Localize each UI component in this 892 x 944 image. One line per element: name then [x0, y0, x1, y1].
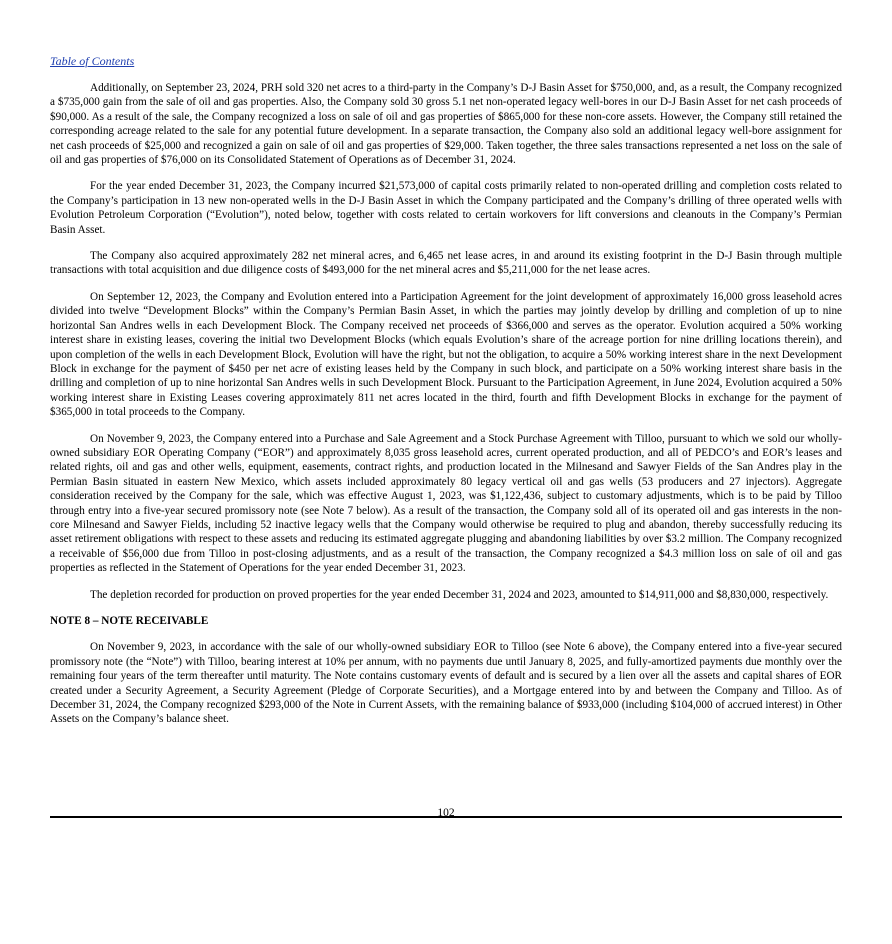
paragraph-participation-agreement: On September 12, 2023, the Company and Evolution entered into a Participation Agreement for the joint development of approximately 16,000 gross leasehold acres divided into twelve “Development Blocks” within the Company’s Permian Basin Asset, in which the parties may jointly develop by drilling and completion of up to nine horizontal San Andres wells in each Development Block. The Company received net proceeds of $366,000 and serves as the operator. Evolution acquired a 50% working interest share in existing leases, covering the initial two Development Blocks (which equals Evolution’s share of the acreage portion for nine drilling locations therein), and upon completion of the wells in each Development Block, Evolution will have the right, but not the obligation, to acquire a 50% working interest share in the next Development Block in exchange for the payment of $450 per net acre of existing leases held by the Company in such block, and participate on a 50% working interest share basis in the drilling and completion of up to nine horizontal San Andres wells in such Development Block. Pursuant to the Participation Agreement, in June 2024, Evolution acquired a 50% working interest share in Existing Leases covering approximately 811 net acres located in the third, fourth and fifth Development Blocks in exchange for the payment of $365,000 in total proceeds to the Company.	[50, 290, 842, 419]
page-footer	[50, 803, 842, 821]
note-8-heading: NOTE 8 – NOTE RECEIVABLE	[50, 615, 209, 627]
document-page	[50, 52, 842, 739]
paragraph-tilloo-sale: On November 9, 2023, the Company entered into a Purchase and Sale Agreement and a Stock Purchase Agreement with Tilloo, pursuant to which we sold our wholly-owned subsidiary EOR Operating Company (“EOR”) and approximately 8,035 gross leasehold acres, current operated production, and all of PEDCO’s and EOR’s leases and related rights, oil and gas and other wells, equipment, easements, contract rights, and production located in the Milnesand and Sawyer Fields of the San Andres play in the Permian Basin situated in eastern New Mexico, which assets included approximately 80 legacy vertical oil and gas wells (53 producers and 27 injectors). Aggregate consideration received by the Company for the sale, which was effective August 1, 2023, was $1,122,436, subject to customary adjustments, which is to be paid by Tilloo through entry into a five-year secured promissory note (see Note 7 below). As a result of the transaction, the Company sold all of its operated oil and gas interests in the non-core Milnesand and Sawyer Fields, including 52 inactive legacy wells that the Company would otherwise be required to plug and abandon, thereby successfully reducing its asset retirement obligations with respect to these assets and reducing its estimated aggregate plugging and abandoning liabilities by over $3.2 million. The Company recognized a receivable of $56,000 due from Tilloo in post-closing adjustments, and as a result of the transaction, the Company recognized a $4.3 million loss on sale of oil and gas properties as reflected in the Statement of Operations for the year ended December 31, 2023.	[50, 432, 842, 575]
paragraph-sale-of-acres: Additionally, on September 23, 2024, PRH sold 320 net acres to a third-party in the Company’s D-J Basin Asset for $750,000, and, as a result, the Company recognized a $735,000 gain from the sale of oil and gas properties. Also, the Company sold 30 gross 5.1 net non-operated legacy well-bores in our D-J Basin Asset for net cash proceeds of $90,000. As a result of the sale, the Company recognized a loss on sale of oil and gas properties of $865,000 for these non-core assets. However, the Company still retained the corresponding acreage related to the sale for any potential future development. In a separate transaction, the Company also sold an additional legacy well-bore assignment for net cash proceeds of $25,000 and recognized a gain on sale of oil and gas properties of $29,000. Taken together, the three sales transactions represented a net loss on the sale of oil and gas properties of $76,000 on its Consolidated Statement of Operations as of December 31, 2024.	[50, 82, 842, 167]
paragraph-note-receivable: On November 9, 2023, in accordance with the sale of our wholly-owned subsidiary EOR to Tilloo (see Note 6 above), the Company entered into a five-year secured promissory note (the “Note”) with Tilloo, bearing interest at 10% per annum, with no payments due until January 8, 2025, and fully-amortized payments due monthly over the remaining four years of the term thereafter until maturity. The Note contains customary events of default and is secured by a lien over all the assets and capital shares of EOR created under a Security Agreement, a Security Agreement (Pledge of Corporate Securities), and a Mortgage entered into by and between the Company and Tilloo. As of December 31, 2024, the Company recognized $293,000 of the Note in Current Assets, with the remaining balance of $933,000 (including $104,000 of accrued interest) in Other Assets on the Company’s balance sheet.	[50, 641, 842, 726]
footer-divider	[50, 816, 842, 818]
paragraph-capital-costs-2023: For the year ended December 31, 2023, the Company incurred $21,573,000 of capital costs primarily related to non-operated drilling and completion costs related to the Company’s participation in 13 new non-operated wells in the D-J Basin Asset in which the Company participated and the Company’s drilling of three operated wells with Evolution Petroleum Corporation (“Evolution”), noted below, together with costs related to certain workovers for lift conversions and cleanouts in the Company’s Permian Basin Asset.	[50, 180, 842, 236]
table-of-contents-link[interactable]: Table of Contents	[50, 54, 135, 68]
paragraph-acreage-acquisition: The Company also acquired approximately 282 net mineral acres, and 6,465 net lease acres, in and around its existing footprint in the D-J Basin through multiple transactions with total acquisition and due diligence costs of $493,000 for the net mineral acres and $5,211,000 for the net lease acres.	[50, 250, 842, 277]
paragraph-depletion: The depletion recorded for production on proved properties for the year ended December 31, 2024 and 2023, amounted to $14,911,000 and $8,830,000, respectively.	[90, 588, 829, 601]
page-number: 102	[437, 807, 455, 819]
